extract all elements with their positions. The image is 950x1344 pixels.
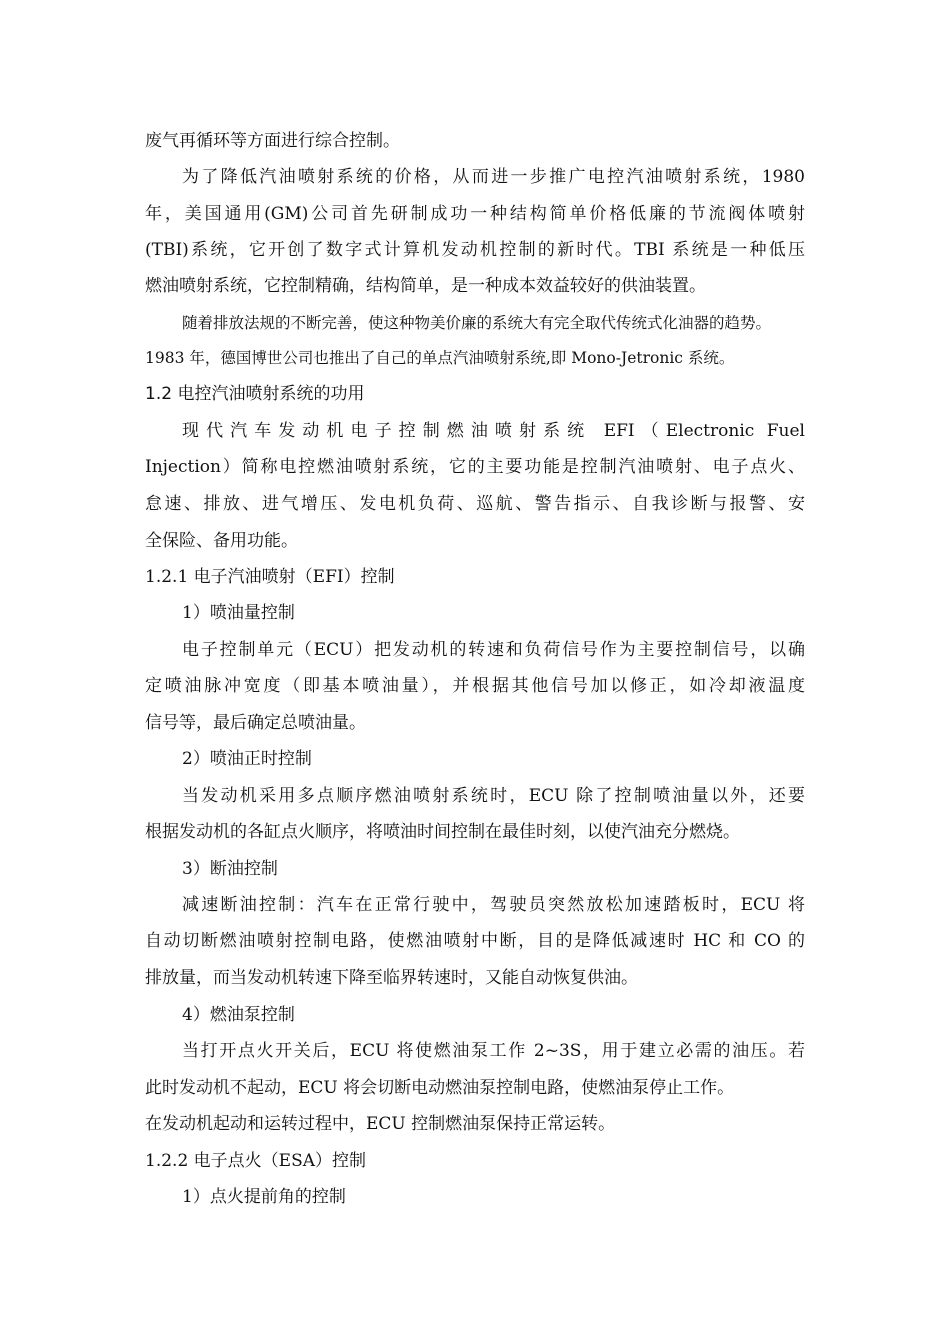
section-heading: 1.2 电控汽油喷射系统的功用 xyxy=(145,384,365,404)
paragraph-line: 信号等，最后确定总喷油量。 xyxy=(145,713,366,733)
paragraph-line: 电子控制单元（ECU）把发动机的转速和负荷信号作为主要控制信号，以确 xyxy=(182,640,805,660)
paragraph-line: 废气再循环等方面进行综合控制。 xyxy=(145,131,400,151)
paragraph-line: 燃油喷射系统，它控制精确，结构简单，是一种成本效益较好的供油装置。 xyxy=(145,276,706,296)
paragraph-line: 当发动机采用多点顺序燃油喷射系统时，ECU 除了控制喷油量以外，还要 xyxy=(182,786,805,806)
paragraph-line: 年，美国通用(GM)公司首先研制成功一种结构简单价格低廉的节流阀体喷射 xyxy=(145,204,805,224)
item-heading: 2）喷油正时控制 xyxy=(182,749,312,769)
paragraph-line: 此时发动机不起动，ECU 将会切断电动燃油泵控制电路，使燃油泵停止工作。 xyxy=(145,1078,735,1098)
paragraph-line: 为了降低汽油喷射系统的价格，从而进一步推广电控汽油喷射系统，1980 xyxy=(182,167,805,187)
subsection-heading: 1.2.1 电子汽油喷射（EFI）控制 xyxy=(145,567,395,587)
paragraph-line: Injection）简称电控燃油喷射系统，它的主要功能是控制汽油喷射、电子点火、 xyxy=(145,457,805,477)
item-heading: 4）燃油泵控制 xyxy=(182,1005,295,1025)
paragraph-line: 自动切断燃油喷射控制电路，使燃油喷射中断，目的是降低减速时 HC 和 CO 的 xyxy=(145,931,805,951)
subsection-heading: 1.2.2 电子点火（ESA）控制 xyxy=(145,1151,366,1171)
paragraph-line: 随着排放法规的不断完善，使这种物美价廉的系统大有完全取代传统式化油器的趋势。 xyxy=(182,314,772,332)
paragraph-line: 排放量，而当发动机转速下降至临界转速时，又能自动恢复供油。 xyxy=(145,968,638,988)
paragraph-line: 根据发动机的各缸点火顺序，将喷油时间控制在最佳时刻，以使汽油充分燃烧。 xyxy=(145,822,740,842)
paragraph-line: 1983 年，德国博世公司也推出了自己的单点汽油喷射系统,即 Mono-Jetronic 系统。 xyxy=(145,349,735,367)
item-heading: 1）喷油量控制 xyxy=(182,603,295,623)
item-heading: 3）断油控制 xyxy=(182,859,278,879)
paragraph-line: 现代汽车发动机电子控制燃油喷射系统 EFI（Electronic Fuel xyxy=(182,421,805,441)
paragraph-line: 怠速、排放、进气增压、发电机负荷、巡航、警告指示、自我诊断与报警、安 xyxy=(145,494,805,514)
paragraph-line: 全保险、备用功能。 xyxy=(145,531,298,551)
paragraph-line: (TBI)系统，它开创了数字式计算机发动机控制的新时代。TBI 系统是一种低压 xyxy=(145,240,805,260)
paragraph-line: 当打开点火开关后，ECU 将使燃油泵工作 2~3S，用于建立必需的油压。若 xyxy=(182,1041,805,1061)
paragraph-line: 定喷油脉冲宽度（即基本喷油量），并根据其他信号加以修正，如冷却液温度 xyxy=(145,676,805,696)
paragraph-line: 在发动机起动和运转过程中，ECU 控制燃油泵保持正常运转。 xyxy=(145,1114,616,1134)
item-heading: 1）点火提前角的控制 xyxy=(182,1187,346,1207)
paragraph-line: 减速断油控制：汽车在正常行驶中，驾驶员突然放松加速踏板时，ECU 将 xyxy=(182,895,805,915)
